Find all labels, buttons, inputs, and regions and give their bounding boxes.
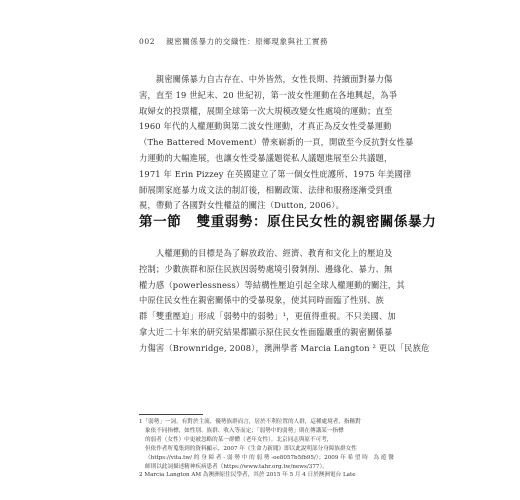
text-line: 力運動的大幅進展，也讓女性受暴議題從私人議題進展至公共議題，: [139, 152, 393, 163]
page-number: 002: [139, 37, 156, 46]
footnotes: [139, 418, 394, 480]
running-title: 親密關係暴力的交織性：原鄉現象與社工實務: [166, 37, 329, 46]
text-line: 拿大近二十年來的研究結果都顯示原住民女性面臨嚴重的親密關係暴: [139, 326, 393, 337]
text-line: 人權運動的目標是為了解放政治、經濟、教育和文化上的壓迫及: [139, 248, 393, 258]
text-line: 1971 年 Erin Pizzey 在英國建立了第一個女性庇護所、1975 年美國律: [139, 168, 412, 179]
text-line: 取婦女的投票權，展開全球第一次大規模改變女性處境的運動；直至: [139, 105, 393, 116]
footnote-line: 2 Marcia Langton AM 為澳洲原住民學者，其於 2015 年 5 月 4 日於澳洲電台 Late: [139, 472, 356, 479]
footnote-line: 但依作者所蒐集到的資料顯示，2007 年《生命力新聞》即以此說明部分身障族群女性: [145, 445, 357, 452]
intro-paragraph: [139, 72, 414, 214]
text-line: 視，帶動了各國對女性權益的關注（Dutton, 2006）。: [139, 200, 345, 211]
footnote-line: （https://vita.tw/ 的 身 障 者 - 弱 勢 中 的 弱 勢 -oe8057b5fb95/）；2009 年 希 望 時 為 遊 醫: [145, 454, 394, 461]
footnote-line: 象依不同指標，如性別、族群、收入等而定；「弱勢中的弱勢」則在傳講某一指標: [145, 427, 344, 434]
text-line: 害，直至 19 世紀末、20 世紀初，第一波女性運動在各地興起，為爭: [139, 89, 398, 100]
text-line: 群「雙重壓迫」形成「弱勢中的弱勢」¹，更值得重視。不只美國、加: [139, 311, 396, 322]
running-header: [139, 36, 328, 47]
footnote-line: 1「弱勢」一詞，有對於主流、優勢族群而言，居於不利位置的人群，這種處境者，指稱對: [139, 419, 361, 425]
section-title: 雙重弱勢：原住民女性的親密關係暴力: [196, 214, 437, 230]
section-paragraph: [139, 246, 430, 357]
footnote-line: 師則以此詞描述精神疾病患者（https://www.tahr.org.tw/news/377）。: [145, 463, 328, 470]
text-line: 權力感（powerlessness）等結構性壓迫引起全球人權運動的關注，其: [139, 279, 405, 290]
footnote-divider: [139, 414, 203, 415]
text-line: 師展開家庭暴力成文法的制訂後，相關政策、法律和服務逐漸受到重: [139, 184, 393, 195]
text-line: 親密關係暴力自古存在、中外皆然，女性長期、持續面對暴力傷: [139, 74, 393, 84]
text-line: 中原住民女性在親密關係中的受暴現象，使其同時面臨了性別、族: [139, 295, 384, 306]
footnote-line: 的弱者（女性）中更被忽略的某一群體（老年女性）。北京同志與原不可考，: [145, 436, 333, 443]
text-line: 1960 年代的人權運動與第二波女性運動，才真正為反女性受暴運動: [139, 121, 392, 132]
text-line: （The Battered Movement）帶來嶄新的一頁，開啟至今反抗對女性暴: [139, 137, 414, 148]
text-line: 控制；少數族群和原住民族因弱勢處境引發剝削、邊緣化、暴力、無: [139, 263, 393, 274]
text-line: 力傷害（Brownridge, 2008），澳洲學者 Marcia Langton ² 更以「民族危: [139, 342, 430, 353]
section-heading: [139, 210, 436, 230]
section-number: 第一節: [139, 214, 182, 230]
